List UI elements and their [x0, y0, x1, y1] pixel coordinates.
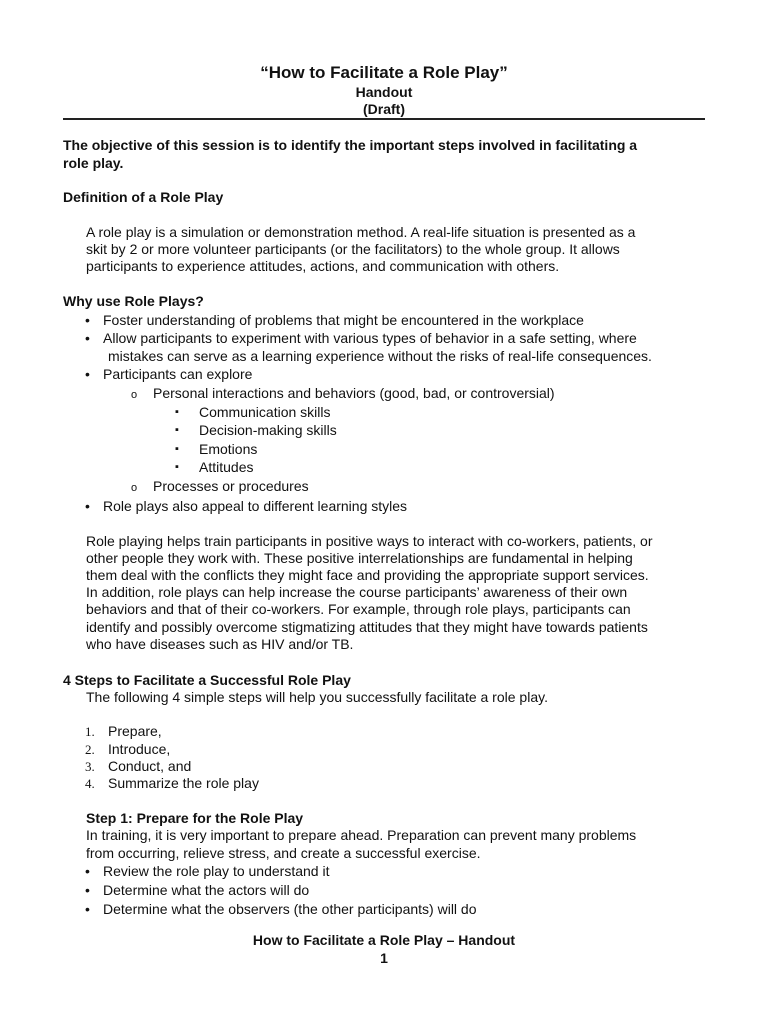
- why-bullet: [85, 330, 637, 348]
- document-title: “How to Facilitate a Role Play”: [260, 63, 508, 82]
- bullet-text: Allow participants to experiment with various types of behavior in a safe setting, where: [103, 330, 637, 346]
- document-subtitle: Handout: [355, 84, 413, 100]
- bullet-text: Determine what the actors will do: [103, 882, 310, 898]
- subsub-bullet: [175, 441, 258, 459]
- item-text: Summarize the role play: [108, 775, 259, 791]
- bullet-marker: •: [85, 498, 90, 514]
- subsub-text: Emotions: [199, 441, 258, 457]
- objective-line-1: The objective of this session is to identify the important steps involved in facilitating a: [63, 137, 638, 153]
- bullet-text: Role plays also appeal to different learning styles: [103, 498, 408, 514]
- bullet-text: Foster understanding of problems that might be encountered in the workplace: [103, 312, 584, 328]
- paragraph-line: behaviors and that of their co-workers. For example, through role plays, participants can: [86, 601, 631, 617]
- sub-marker: o: [131, 482, 138, 494]
- square-marker: ▪: [175, 461, 179, 473]
- paragraph-line: Role playing helps train participants in positive ways to interact with co-workers, patients, or: [86, 533, 653, 549]
- bullet-marker: •: [85, 901, 90, 917]
- subsub-text: Attitudes: [199, 459, 254, 475]
- bullet-text: Participants can explore: [103, 366, 253, 382]
- paragraph-line: identify and possibly overcome stigmatizing attitudes that they might have towards patients: [86, 619, 648, 635]
- step1-bullet: [85, 863, 330, 881]
- why-bullet: [85, 498, 408, 516]
- why-bullet-continuation: mistakes can serve as a learning experience without the risks of real-life consequences.: [108, 348, 652, 364]
- numbered-item: [85, 775, 259, 793]
- item-text: Introduce,: [108, 741, 171, 757]
- why-heading: Why use Role Plays?: [63, 293, 204, 309]
- step1-line: from occurring, relieve stress, and create a successful exercise.: [86, 845, 481, 861]
- item-number: 2.: [85, 742, 95, 757]
- square-marker: ▪: [175, 406, 179, 418]
- bullet-marker: •: [85, 330, 90, 346]
- step1-heading: Step 1: Prepare for the Role Play: [86, 810, 304, 826]
- why-bullet: [85, 366, 253, 384]
- bullet-marker: •: [85, 366, 90, 382]
- subsub-bullet: [175, 404, 331, 422]
- why-bullet: [85, 312, 584, 330]
- bullet-text: Review the role play to understand it: [103, 863, 330, 879]
- page-number: 1: [380, 950, 388, 966]
- paragraph-line: other people they work with. These positive interrelationships are fundamental in helping: [86, 550, 633, 566]
- subsub-bullet: [175, 422, 337, 440]
- sub-bullet-text: Personal interactions and behaviors (good, bad, or controversial): [153, 385, 555, 401]
- sub-bullet: [131, 478, 309, 496]
- item-text: Prepare,: [108, 723, 162, 739]
- square-marker: ▪: [175, 424, 179, 436]
- step1-line: In training, it is very important to prepare ahead. Preparation can prevent many problems: [86, 827, 637, 843]
- item-number: 1.: [85, 724, 95, 739]
- numbered-item: [85, 758, 192, 776]
- paragraph-line: In addition, role plays can help increase the course participants’ awareness of their own: [86, 584, 628, 600]
- step1-bullet: [85, 882, 310, 900]
- paragraph-line: them deal with the conflicts they might face and providing the appropriate support services.: [86, 567, 649, 583]
- item-number: 4.: [85, 776, 95, 791]
- definition-line: skit by 2 or more volunteer participants (or the facilitators) to the whole group. It allows: [86, 241, 620, 257]
- subsub-text: Decision-making skills: [199, 422, 337, 438]
- footer-title: How to Facilitate a Role Play – Handout: [252, 932, 516, 948]
- steps-intro: The following 4 simple steps will help you successfully facilitate a role play.: [86, 689, 548, 705]
- square-marker: ▪: [175, 443, 179, 455]
- sub-bullet: [131, 385, 555, 403]
- numbered-item: [85, 723, 162, 741]
- definition-line: A role play is a simulation or demonstration method. A real-life situation is presented as a: [86, 224, 636, 240]
- sub-bullet-text: Processes or procedures: [153, 478, 309, 494]
- definition-heading: Definition of a Role Play: [63, 189, 224, 205]
- item-text: Conduct, and: [108, 758, 192, 774]
- document-status: (Draft): [363, 101, 405, 117]
- objective-line-2: role play.: [63, 155, 124, 171]
- numbered-item: [85, 741, 171, 759]
- step1-bullet: [85, 901, 477, 919]
- subsub-text: Communication skills: [199, 404, 331, 420]
- sub-marker: o: [131, 389, 138, 401]
- bullet-marker: •: [85, 312, 90, 328]
- definition-line: participants to experience attitudes, actions, and communication with others.: [86, 258, 560, 274]
- bullet-marker: •: [85, 882, 90, 898]
- steps-heading: 4 Steps to Facilitate a Successful Role Play: [63, 672, 351, 688]
- bullet-text: Determine what the observers (the other participants) will do: [103, 901, 477, 917]
- paragraph-line: who have diseases such as HIV and/or TB.: [86, 636, 354, 652]
- subsub-bullet: [175, 459, 254, 477]
- title-divider: [63, 118, 705, 120]
- bullet-marker: •: [85, 863, 90, 879]
- item-number: 3.: [85, 759, 95, 774]
